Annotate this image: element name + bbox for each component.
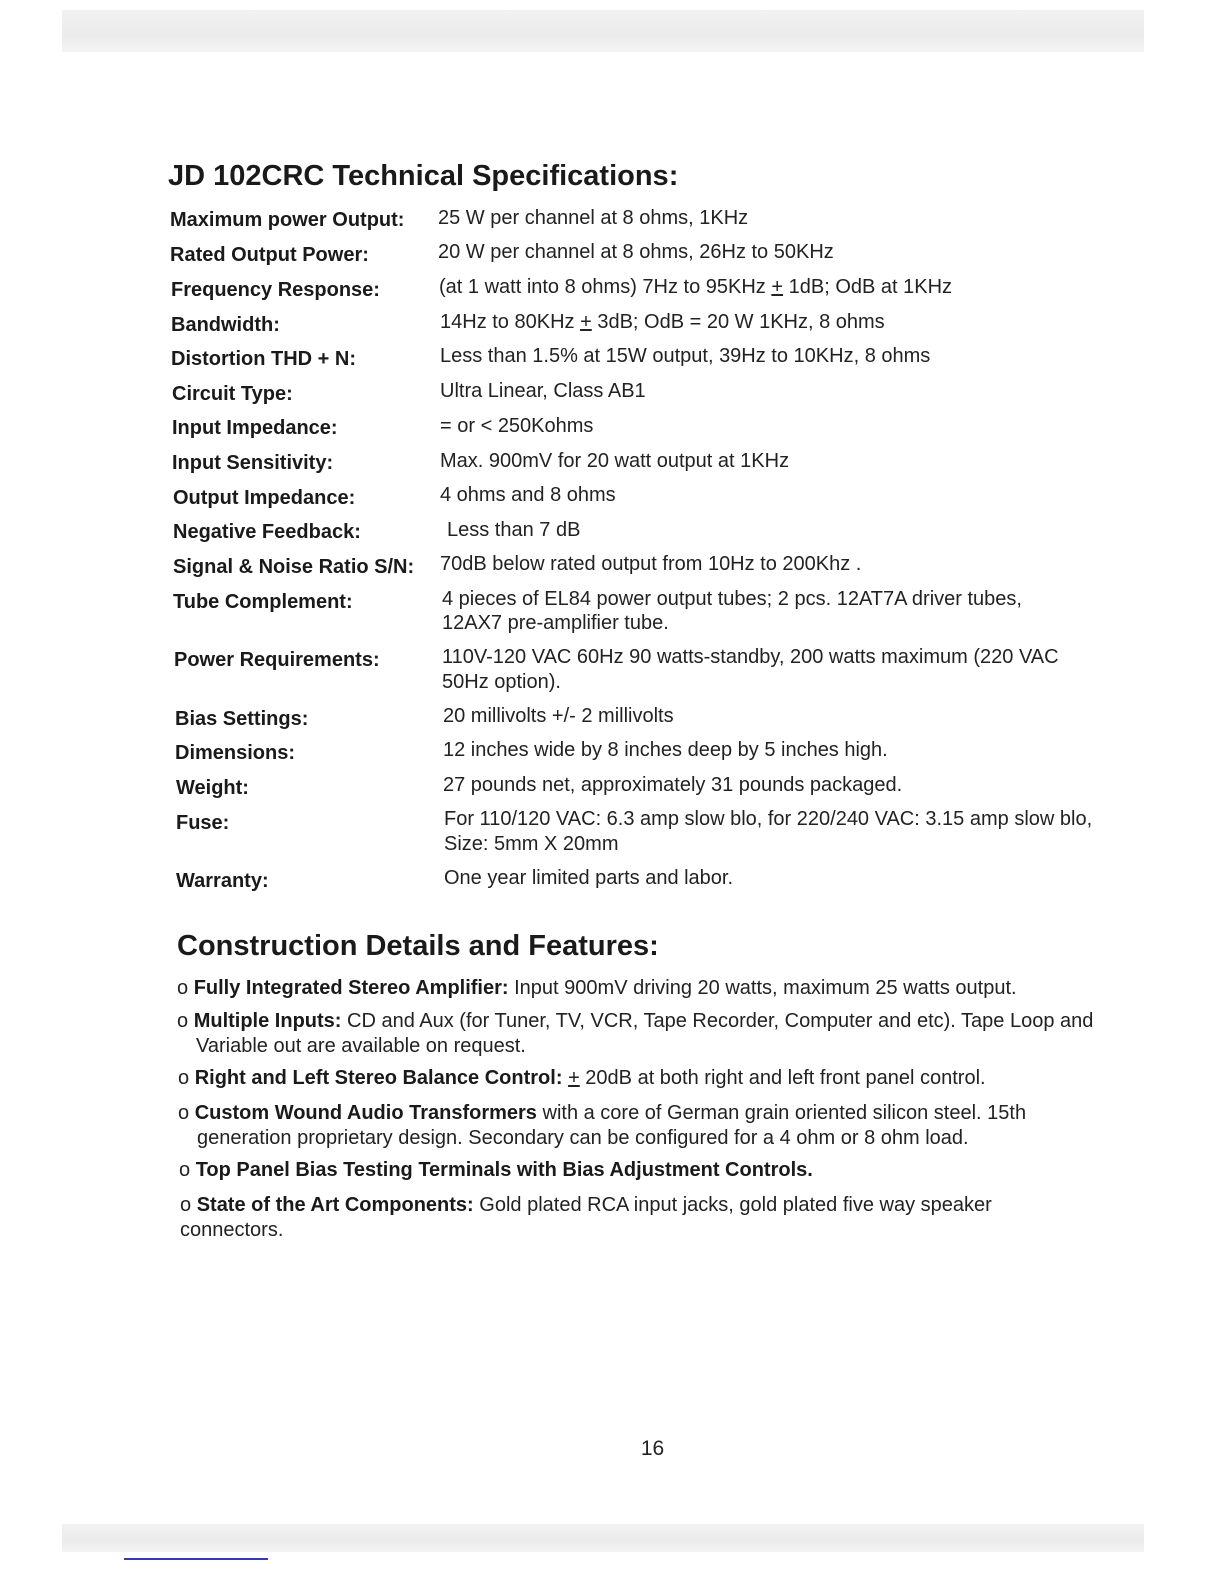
scan-shadow-top <box>62 10 1144 52</box>
feature-lead: Top Panel Bias Testing Terminals with Bias Adjustment Controls. <box>195 1159 813 1181</box>
spec-value: Less than 1.5% at 15W output, 39Hz to 10KHz, 8 ohms <box>440 345 931 367</box>
spec-value: 110V-120 VAC 60Hz 90 watts-standby, 200 watts maximum (220 VAC <box>442 646 1059 668</box>
spec-value-text: 1dB; OdB at 1KHz <box>783 276 953 298</box>
feature-text: with a core of German grain oriented silicon steel. 15th generation proprietary design. Secondary can be configured for a 4 ohm or 8 ohm load. <box>197 1102 1027 1149</box>
spec-label: Warranty: <box>176 870 269 892</box>
feature-text: Input 900mV driving 20 watts, maximum 25 watts output. <box>508 977 1017 999</box>
spec-value: One year limited parts and labor. <box>444 867 734 889</box>
scan-shadow-bottom <box>62 1524 1144 1552</box>
spec-value: = or < 250Kohms <box>440 415 594 437</box>
spec-value: Less than 7 dB <box>447 519 581 541</box>
spec-label: Weight: <box>176 777 249 799</box>
spec-value: 20 W per channel at 8 ohms, 26Hz to 50KHz <box>438 241 834 263</box>
spec-value <box>439 275 952 299</box>
spec-value: 20 millivolts +/- 2 millivolts <box>443 705 674 727</box>
feature-item <box>177 976 1112 1001</box>
bullet-marker: o <box>179 1159 191 1181</box>
spec-label: Bias Settings: <box>175 708 309 730</box>
plus-minus-sign: + <box>580 311 592 333</box>
bullet-marker: o <box>177 977 189 999</box>
feature-item <box>179 1158 1114 1183</box>
spec-label: Distortion THD + N: <box>171 348 356 370</box>
spec-value: 4 ohms and 8 ohms <box>440 484 616 506</box>
spec-value: 50Hz option). <box>442 671 561 693</box>
feature-lead: Fully Integrated Stereo Amplifier: <box>193 977 509 999</box>
spec-value: Max. 900mV for 20 watt output at 1KHz <box>440 450 790 472</box>
bullet-marker: o <box>177 1010 189 1032</box>
edge-rule <box>124 1558 268 1560</box>
spec-value: 70dB below rated output from 10Hz to 200Khz . <box>440 553 862 575</box>
specs-title: JD 102CRC Technical Specifications: <box>168 160 679 192</box>
spec-label: Power Requirements: <box>174 649 380 671</box>
feature-lead: Right and Left Stereo Balance Control: <box>194 1067 563 1089</box>
feature-item <box>177 1009 1131 1059</box>
spec-label: Tube Complement: <box>173 591 353 613</box>
page-number: 16 <box>640 1437 665 1460</box>
spec-label: Output Impedance: <box>173 487 356 509</box>
bullet-marker: o <box>180 1194 192 1216</box>
spec-value-text: (at 1 watt into 8 ohms) 7Hz to 95KHz <box>439 276 772 298</box>
bullet-marker: o <box>178 1102 190 1124</box>
spec-value: Ultra Linear, Class AB1 <box>440 380 646 402</box>
spec-value-text: 14Hz to 80KHz <box>440 311 581 333</box>
spec-label: Input Sensitivity: <box>172 452 334 474</box>
spec-label: Input Impedance: <box>172 417 338 439</box>
feature-lead: Custom Wound Audio Transformers <box>194 1102 537 1124</box>
feature-item <box>178 1101 1087 1151</box>
spec-value: 12 inches wide by 8 inches deep by 5 inches high. <box>443 739 888 761</box>
plus-minus-sign: + <box>771 276 784 298</box>
features-title: Construction Details and Features: <box>177 930 659 962</box>
spec-value-text: 3dB; OdB = 20 W 1KHz, 8 ohms <box>591 311 885 333</box>
feature-item <box>180 1193 1030 1243</box>
spec-label: Signal & Noise Ratio S/N: <box>173 556 415 578</box>
spec-label: Maximum power Output: <box>170 209 405 231</box>
feature-text: 20dB at both right and left front panel control. <box>579 1067 986 1089</box>
spec-value: 4 pieces of EL84 power output tubes; 2 pcs. 12AT7A driver tubes, <box>442 588 1022 610</box>
spec-label: Rated Output Power: <box>170 244 369 266</box>
spec-value: 25 W per channel at 8 ohms, 1KHz <box>438 207 749 229</box>
spec-label: Negative Feedback: <box>173 521 361 543</box>
spec-value: Size: 5mm X 20mm <box>444 833 619 855</box>
spec-value: 27 pounds net, approximately 31 pounds packaged. <box>443 774 903 796</box>
spec-value <box>440 310 885 334</box>
spec-value: 12AX7 pre-amplifier tube. <box>442 612 669 634</box>
feature-text: CD and Aux (for Tuner, TV, VCR, Tape Recorder, Computer and etc). Tape Loop and Variable out are available on request. <box>196 1010 1094 1057</box>
feature-lead: Multiple Inputs: <box>193 1010 342 1032</box>
plus-minus-sign: + <box>568 1067 580 1089</box>
spec-label: Dimensions: <box>175 742 296 764</box>
spec-label: Circuit Type: <box>172 383 293 405</box>
spec-value: For 110/120 VAC: 6.3 amp slow blo, for 220/240 VAC: 3.15 amp slow blo, <box>444 808 1093 830</box>
feature-lead: State of the Art Components: <box>196 1194 474 1216</box>
spec-label: Bandwidth: <box>171 314 280 336</box>
spec-label: Fuse: <box>176 812 230 834</box>
feature-text: Gold plated RCA input jacks, gold plated five way speaker connectors. <box>180 1194 992 1241</box>
spec-label: Frequency Response: <box>171 279 380 301</box>
bullet-marker: o <box>178 1067 190 1089</box>
feature-item <box>178 1066 1113 1091</box>
